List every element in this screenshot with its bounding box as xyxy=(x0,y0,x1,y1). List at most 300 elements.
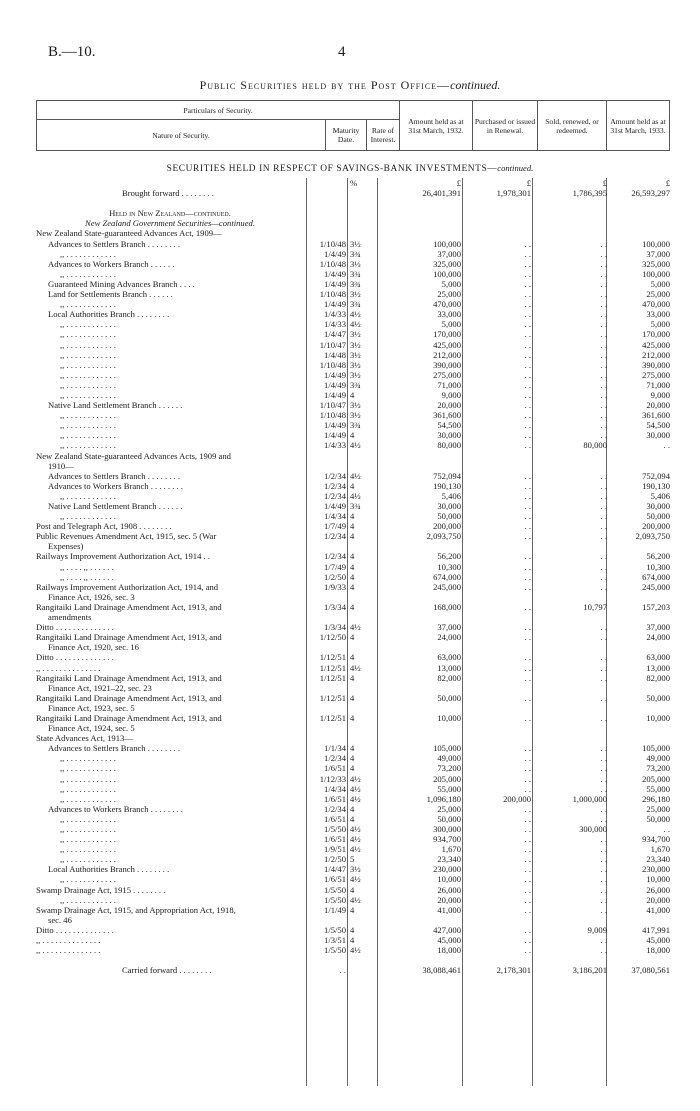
table-row xyxy=(36,683,670,693)
amount-1932: 71,000 xyxy=(437,379,461,390)
sold-amount: . . xyxy=(600,480,607,491)
amount-1932: 73,200 xyxy=(437,763,461,774)
maturity-header: Maturity Date. xyxy=(326,120,367,151)
sold-amount: . . xyxy=(600,622,607,633)
security-name: Expenses) xyxy=(48,541,84,552)
maturity-date: 1/4/49 xyxy=(324,389,346,400)
table-row xyxy=(36,440,670,450)
amount-1932: 5,406 xyxy=(441,490,461,501)
sold-amount: . . xyxy=(600,904,607,915)
table-row xyxy=(36,259,670,269)
interest-rate: 4½ xyxy=(350,834,361,845)
security-name: Brought forward . . . . . . . . xyxy=(122,188,214,199)
amount-1932: 24,000 xyxy=(437,632,461,643)
purchased-amount: . . xyxy=(524,824,531,834)
table-row xyxy=(36,925,670,935)
maturity-date: 1/7/49 xyxy=(324,561,346,572)
amount-1932: 49,000 xyxy=(437,753,461,764)
interest-rate: 4 xyxy=(350,692,355,703)
purchased-amount: . . xyxy=(524,622,531,633)
interest-rate: 4 xyxy=(350,521,355,532)
table-row xyxy=(36,673,670,683)
amount-1932: 212,000 xyxy=(433,349,461,360)
table-row xyxy=(36,743,670,753)
amount-1932: 5,000 xyxy=(441,278,461,289)
sold-amount: . . xyxy=(600,571,607,582)
amount-1932: 37,000 xyxy=(437,248,461,259)
maturity-date: 1/10/48 xyxy=(319,289,346,300)
sold-amount: . . xyxy=(600,289,607,300)
amount-1933: 5,000 xyxy=(650,319,670,330)
purchased-amount: £ xyxy=(526,178,531,188)
security-name: Advances to Workers Branch . . . . . . xyxy=(48,258,175,269)
table-row xyxy=(36,309,670,319)
section-continued: continued. xyxy=(497,163,534,173)
amount-1932: 45,000 xyxy=(437,935,461,946)
amount-1933: 56,200 xyxy=(646,551,670,562)
purchased-amount: . . xyxy=(524,430,531,441)
amount-1932: 25,000 xyxy=(437,289,461,300)
amount-1932: 1,096,180 xyxy=(426,793,461,804)
security-name: Ditto . . . . . . . . . . . . . . xyxy=(36,652,114,663)
interest-rate: 4½ xyxy=(350,440,361,451)
table-row xyxy=(36,713,670,723)
sold-amount: . . xyxy=(600,894,607,905)
purchased-amount: . . xyxy=(524,894,531,905)
table-row xyxy=(36,410,670,420)
security-name: ,, . . . . . . . . . . . . xyxy=(60,440,116,451)
security-name: ,, . . . . . . . . . . . . xyxy=(60,430,116,441)
purchased-amount: . . xyxy=(524,803,531,814)
table-row xyxy=(36,844,670,854)
maturity-date: 1/4/49 xyxy=(324,248,346,259)
amount-1933: 73,200 xyxy=(646,763,670,774)
security-name: ,, . . . . . . . . . . . . xyxy=(60,379,116,390)
security-name: Swamp Drainage Act, 1915 . . . . . . . . xyxy=(36,884,166,895)
amount-1932: 105,000 xyxy=(433,743,461,754)
table-row xyxy=(36,420,670,430)
interest-rate: 3½ xyxy=(350,339,361,350)
maturity-date: 1/12/50 xyxy=(319,632,346,643)
table-row xyxy=(36,632,670,642)
sold-amount: . . xyxy=(600,309,607,320)
security-name: Guaranteed Mining Advances Branch . . . . xyxy=(48,278,195,289)
amount-1932: 26,000 xyxy=(437,884,461,895)
amount-1933-header: Amount held as at 31st March, 1933. xyxy=(607,101,670,151)
sold-amount: . . xyxy=(600,501,607,511)
sold-amount: 3,186,201 xyxy=(572,965,607,976)
maturity-date: 1/2/34 xyxy=(324,803,346,814)
interest-rate: 3¾ xyxy=(350,278,361,289)
table-row xyxy=(36,652,670,662)
table-row xyxy=(36,350,670,360)
sold-amount: 9,009 xyxy=(587,924,607,935)
amount-1933: 82,000 xyxy=(646,672,670,683)
amount-1932: 100,000 xyxy=(433,238,461,249)
security-name: ,, . . . . . . . . . . . . xyxy=(60,773,116,784)
amount-1933: 41,000 xyxy=(646,904,670,915)
amount-1932: 80,000 xyxy=(437,440,461,451)
maturity-date: 1/4/33 xyxy=(324,309,346,320)
sold-amount: . . xyxy=(600,773,607,784)
table-row xyxy=(36,582,670,592)
maturity-date: 1/2/50 xyxy=(324,571,346,582)
amount-1933: £ xyxy=(665,178,670,188)
amount-1933: 10,000 xyxy=(646,874,670,885)
sold-amount: . . xyxy=(600,379,607,390)
amount-1933: 18,000 xyxy=(646,945,670,956)
maturity-date: 1/5/50 xyxy=(324,884,346,895)
amount-1933: 63,000 xyxy=(646,652,670,663)
table-row xyxy=(36,723,670,733)
sold-amount: . . xyxy=(600,803,607,814)
securities-table-body xyxy=(36,178,670,975)
table-row xyxy=(36,481,670,491)
maturity-date: 1/1/34 xyxy=(324,743,346,754)
table-row xyxy=(36,562,670,572)
amount-1933: 20,000 xyxy=(646,400,670,411)
amount-1932: 300,000 xyxy=(433,824,461,834)
table-row xyxy=(36,753,670,763)
interest-rate: 4 xyxy=(350,632,355,643)
table-row xyxy=(36,370,670,380)
maturity-date: 1/4/47 xyxy=(324,864,346,875)
security-name: ,, . . . . . . . . . . . . xyxy=(60,268,116,279)
table-row xyxy=(36,895,670,905)
sold-amount: . . xyxy=(600,511,607,522)
maturity-date: 1/12/51 xyxy=(319,672,346,683)
interest-rate: 3½ xyxy=(350,359,361,370)
security-name: ,, . . . . . . . . . . . . xyxy=(60,359,116,370)
sold-amount: . . xyxy=(600,935,607,946)
table-row xyxy=(36,471,670,481)
purchased-amount: . . xyxy=(524,238,531,249)
amount-1932: 427,000 xyxy=(433,924,461,935)
table-row xyxy=(36,299,670,309)
purchased-amount: . . xyxy=(524,531,531,542)
particulars-header: Particulars of Security. xyxy=(37,101,400,120)
maturity-date: 1/9/51 xyxy=(324,844,346,855)
amount-1933: 20,000 xyxy=(646,894,670,905)
title-continued: continued. xyxy=(450,78,501,92)
table-row xyxy=(36,955,670,965)
amount-1932: 20,000 xyxy=(437,400,461,411)
amount-1933: 9,000 xyxy=(650,389,670,400)
amount-1933: 212,000 xyxy=(642,349,670,360)
section-main: SECURITIES HELD IN RESPECT OF SAVINGS-BANK INVESTMENTS— xyxy=(166,164,498,174)
amount-1932: 934,700 xyxy=(433,834,461,845)
table-row xyxy=(36,461,670,471)
table-row xyxy=(36,592,670,602)
amount-1933: 157,203 xyxy=(642,601,670,612)
table-row xyxy=(36,642,670,652)
interest-rate: 4½ xyxy=(350,773,361,784)
interest-rate: 4 xyxy=(350,763,355,774)
security-name: Advances to Workers Branch . . . . . . . . xyxy=(48,803,183,814)
amount-1933: 205,000 xyxy=(642,773,670,784)
amount-1933: 37,000 xyxy=(646,622,670,633)
table-row xyxy=(36,390,670,400)
amount-1932: 361,600 xyxy=(433,410,461,421)
maturity-date: 1/5/50 xyxy=(324,894,346,905)
amount-1933: 200,000 xyxy=(642,521,670,532)
amount-1932: 38,088,461 xyxy=(422,965,461,976)
maturity-date: 1/12/51 xyxy=(319,662,346,673)
purchased-amount: . . xyxy=(524,490,531,501)
amount-1932: 82,000 xyxy=(437,672,461,683)
purchased-amount: . . xyxy=(524,248,531,259)
interest-rate: % xyxy=(350,178,358,188)
sold-amount: . . xyxy=(600,349,607,360)
maturity-date: 1/12/51 xyxy=(319,712,346,723)
table-row xyxy=(36,965,670,975)
table-row xyxy=(36,218,670,228)
security-name: ,, . . . . ,, . . . . . . xyxy=(60,571,114,582)
table-row xyxy=(36,501,670,511)
interest-rate: 4½ xyxy=(350,783,361,794)
security-name: ,, . . . . ,, . . . . . . xyxy=(60,561,114,572)
amount-1932: 55,000 xyxy=(437,783,461,794)
table-row xyxy=(36,874,670,884)
interest-rate: 4 xyxy=(350,753,355,764)
interest-rate: 4½ xyxy=(350,490,361,501)
security-name: Advances to Settlers Branch . . . . . . . . xyxy=(48,743,180,754)
table-row xyxy=(36,733,670,743)
purchased-amount: . . xyxy=(524,278,531,289)
sold-amount: 80,000 xyxy=(583,440,607,451)
table-row xyxy=(36,279,670,289)
amount-1932: 674,000 xyxy=(433,571,461,582)
amount-1933: 50,000 xyxy=(646,692,670,703)
sold-amount: . . xyxy=(600,551,607,562)
table-row xyxy=(36,915,670,925)
sold-amount: . . xyxy=(600,632,607,643)
amount-1933: 5,000 xyxy=(650,278,670,289)
purchased-amount: . . xyxy=(524,652,531,663)
table-row xyxy=(36,491,670,501)
security-name: Native Land Settlement Branch . . . . . . xyxy=(48,501,183,511)
security-name: Post and Telegraph Act, 1908 . . . . . . . . xyxy=(36,521,172,532)
table-row xyxy=(36,622,670,632)
sold-header: Sold, renewed, or redeemed. xyxy=(538,101,607,151)
amount-1932: 752,094 xyxy=(433,470,461,481)
amount-1932: 50,000 xyxy=(437,692,461,703)
purchased-amount: . . xyxy=(524,339,531,350)
sold-amount: . . xyxy=(600,783,607,794)
amount-1932: 30,000 xyxy=(437,501,461,511)
amount-1932: 425,000 xyxy=(433,339,461,350)
purchased-amount: . . xyxy=(524,470,531,481)
amount-1932: 63,000 xyxy=(437,652,461,663)
purchased-amount: . . xyxy=(524,329,531,340)
purchased-amount: . . xyxy=(524,268,531,279)
sold-amount: £ xyxy=(602,178,607,188)
maturity-date: 1/10/48 xyxy=(319,238,346,249)
amount-1933: 33,000 xyxy=(646,309,670,320)
sold-amount: . . xyxy=(600,561,607,572)
interest-rate: 3½ xyxy=(350,864,361,875)
sold-amount: . . xyxy=(600,430,607,441)
interest-rate: 4 xyxy=(350,511,355,522)
amount-1933: 275,000 xyxy=(642,369,670,380)
sold-amount: . . xyxy=(600,874,607,885)
maturity-date: 1/6/51 xyxy=(324,793,346,804)
sold-amount: 1,786,395 xyxy=(572,188,607,199)
maturity-date: 1/4/49 xyxy=(324,299,346,310)
maturity-date: 1/12/33 xyxy=(319,773,346,784)
purchased-amount: 2,178,301 xyxy=(496,965,531,976)
interest-rate: 3½ xyxy=(350,349,361,360)
amount-1932: 100,000 xyxy=(433,268,461,279)
interest-rate: 3½ xyxy=(350,410,361,421)
table-row xyxy=(36,198,670,208)
amount-1932: 168,000 xyxy=(433,601,461,612)
table-row xyxy=(36,531,670,541)
security-name: Finance Act, 1923, sec. 5 xyxy=(48,702,135,713)
amount-1932: 10,000 xyxy=(437,874,461,885)
security-name: amendments xyxy=(48,612,92,623)
security-name: ,, . . . . . . . . . . . . xyxy=(60,844,116,855)
purchased-amount: . . xyxy=(524,309,531,320)
interest-rate: 4 xyxy=(350,672,355,683)
sold-amount: . . xyxy=(600,652,607,663)
amount-1932: 56,200 xyxy=(437,551,461,562)
security-name: State Advances Act, 1913— xyxy=(36,733,133,744)
security-name: Local Authorities Branch . . . . . . . . xyxy=(48,864,170,875)
interest-rate: 4½ xyxy=(350,622,361,633)
security-name: ,, . . . . . . . . . . . . xyxy=(60,329,116,340)
maturity-date: 1/12/51 xyxy=(319,692,346,703)
table-row xyxy=(36,360,670,370)
security-name: Public Revenues Amendment Act, 1915, sec. 5 (War xyxy=(36,531,217,542)
table-row xyxy=(36,178,670,188)
purchased-amount: . . xyxy=(524,389,531,400)
sold-amount: . . xyxy=(600,864,607,875)
amount-1933: 361,600 xyxy=(642,410,670,421)
security-name: Rangitaiki Land Drainage Amendment Act, 1913, and xyxy=(36,672,222,683)
interest-rate: 3½ xyxy=(350,369,361,380)
sold-amount: . . xyxy=(600,278,607,289)
interest-rate: 4½ xyxy=(350,662,361,673)
amount-1932: 275,000 xyxy=(433,369,461,380)
interest-rate: 4 xyxy=(350,531,355,542)
amount-1933: 5,406 xyxy=(650,490,670,501)
purchased-amount: . . xyxy=(524,420,531,431)
maturity-date: 1/4/47 xyxy=(324,329,346,340)
purchased-amount: . . xyxy=(524,440,531,451)
purchased-amount: . . xyxy=(524,662,531,673)
purchased-header: Purchased or issued in Renewal. xyxy=(473,101,538,151)
purchased-amount: . . xyxy=(524,813,531,824)
maturity-date: 1/6/51 xyxy=(324,834,346,845)
amount-1932: 245,000 xyxy=(433,581,461,592)
purchased-amount: . . xyxy=(524,854,531,865)
security-name: 1910— xyxy=(48,460,74,471)
purchased-amount: . . xyxy=(524,844,531,855)
purchased-amount: . . xyxy=(524,400,531,411)
interest-rate: 4 xyxy=(350,712,355,723)
maturity-date: 1/2/50 xyxy=(324,854,346,865)
sold-amount: . . xyxy=(600,258,607,269)
table-row xyxy=(36,521,670,531)
purchased-amount: . . xyxy=(524,783,531,794)
sold-amount: . . xyxy=(600,490,607,501)
maturity-date: 1/6/51 xyxy=(324,763,346,774)
sold-amount: . . xyxy=(600,410,607,421)
security-name: Swamp Drainage Act, 1915, and Appropriation Act, 1918, xyxy=(36,904,236,915)
table-row xyxy=(36,794,670,804)
security-name: ,, . . . . . . . . . . . . . . xyxy=(36,945,101,956)
security-name: Finance Act, 1926, sec. 3 xyxy=(48,591,135,602)
table-row xyxy=(36,208,670,218)
sold-amount: . . xyxy=(600,359,607,370)
sold-amount: . . xyxy=(600,692,607,703)
sold-amount: 300,000 xyxy=(579,824,607,834)
amount-1932: 200,000 xyxy=(433,521,461,532)
interest-rate: 3½ xyxy=(350,258,361,269)
amount-1932: 23,340 xyxy=(437,854,461,865)
maturity-date: 1/2/34 xyxy=(324,470,346,481)
maturity-date: 1/1/49 xyxy=(324,904,346,915)
table-row xyxy=(36,703,670,713)
security-name: ,, . . . . . . . . . . . . xyxy=(60,511,116,522)
security-name: ,, . . . . . . . . . . . . xyxy=(60,813,116,824)
security-name: Rangitaiki Land Drainage Amendment Act, 1913, and xyxy=(36,712,222,723)
amount-1933: 245,000 xyxy=(642,581,670,592)
table-row xyxy=(36,602,670,612)
amount-1933: 10,300 xyxy=(646,561,670,572)
interest-rate: 4 xyxy=(350,813,355,824)
purchased-amount: . . xyxy=(524,834,531,845)
interest-rate: 4 xyxy=(350,430,355,441)
table-row xyxy=(36,693,670,703)
security-name: Advances to Settlers Branch . . . . . . . . xyxy=(48,470,180,481)
table-row xyxy=(36,249,670,259)
amount-1932: 9,000 xyxy=(441,389,461,400)
amount-1933: 30,000 xyxy=(646,430,670,441)
security-name: ,, . . . . . . . . . . . . xyxy=(60,753,116,764)
sold-amount: 1,000,000 xyxy=(572,793,607,804)
security-name: ,, . . . . . . . . . . . . xyxy=(60,793,116,804)
table-row xyxy=(36,612,670,622)
purchased-amount: . . xyxy=(524,501,531,511)
amount-1933: 100,000 xyxy=(642,238,670,249)
interest-rate: 4½ xyxy=(350,470,361,481)
sold-amount: . . xyxy=(600,248,607,259)
sold-amount: . . xyxy=(600,743,607,754)
maturity-date: 1/3/51 xyxy=(324,935,346,946)
sold-amount: . . xyxy=(600,389,607,400)
security-name: New Zealand State-guaranteed Advances Acts, 1909 and xyxy=(36,450,231,461)
section-heading xyxy=(0,163,700,174)
interest-rate: 4 xyxy=(350,561,355,572)
maturity-date: 1/4/48 xyxy=(324,349,346,360)
security-name: Carried forward . . . . . . . . xyxy=(122,965,212,976)
sold-amount: . . xyxy=(600,581,607,592)
security-name: ,, . . . . . . . . . . . . xyxy=(60,299,116,310)
amount-1932: 18,000 xyxy=(437,945,461,956)
maturity-date: 1/5/50 xyxy=(324,824,346,834)
maturity-date: 1/10/47 xyxy=(319,400,346,411)
nature-header: Nature of Security. xyxy=(37,120,326,151)
table-row xyxy=(36,834,670,844)
maturity-date: 1/2/34 xyxy=(324,480,346,491)
interest-rate: 4½ xyxy=(350,309,361,320)
interest-rate: 4 xyxy=(350,924,355,935)
maturity-date: 1/3/34 xyxy=(324,622,346,633)
sold-amount: . . xyxy=(600,369,607,380)
amount-1933: 425,000 xyxy=(642,339,670,350)
